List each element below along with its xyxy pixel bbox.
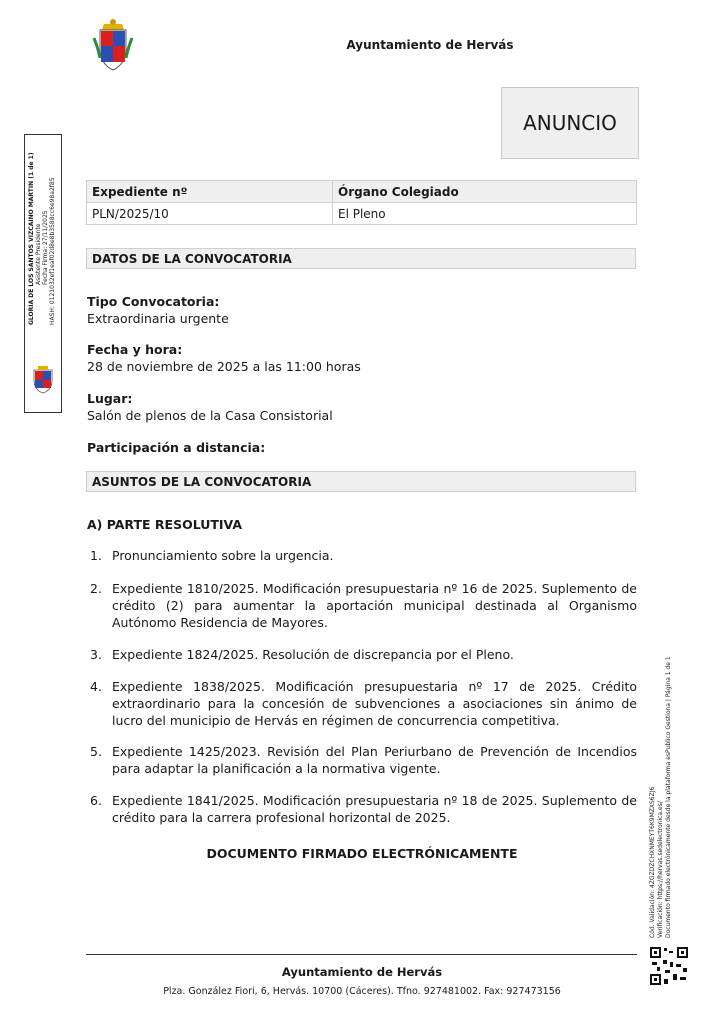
small-seal-icon bbox=[30, 364, 56, 394]
item-number: 3. bbox=[90, 647, 102, 662]
field-value: 28 de noviembre de 2025 a las 11:00 horas bbox=[87, 359, 361, 374]
signer-name: GLORIA DE LOS SANTOS VIZCAINO MARTIN (1 de 1) bbox=[28, 152, 35, 325]
item-number: 1. bbox=[90, 548, 102, 563]
part-title: A) PARTE RESOLUTIVA bbox=[87, 517, 243, 532]
list-item bbox=[90, 580, 637, 631]
list-item bbox=[90, 547, 637, 564]
validation-code: Cód. Validación: 4ZGZDZCHXNMEYT6K9MZXS6ZJ6 bbox=[649, 786, 656, 938]
document-type-box bbox=[501, 87, 639, 159]
footer-organization: Ayuntamiento de Hervás bbox=[281, 965, 443, 979]
document-type: ANUNCIO bbox=[523, 111, 617, 135]
item-text: Expediente 1824/2025. Resolución de discrepancia por el Pleno. bbox=[112, 647, 514, 662]
platform-note: Documento firmado electrónicamente desde la plataforma esPublico Gestiona | Página 1 de 1 bbox=[665, 656, 672, 938]
item-number: 6. bbox=[90, 793, 102, 808]
section-header-topics: ASUNTOS DE LA CONVOCATORIA bbox=[86, 471, 636, 492]
field-label: Lugar: bbox=[87, 391, 133, 406]
item-text: Expediente 1838/2025. Modificación presupuestaria nº 17 de 2025. Crédito extraordinario para la concesión de subvenciones a asociaciones sin ánimo de lucro del municipio de Hervás en régimen de concurrencia competitiva. bbox=[112, 679, 637, 728]
item-text: Expediente 1425/2023. Revisión del Plan Periurbano de Prevención de Incendios para adaptar la planificación a la normativa vigente. bbox=[112, 744, 637, 776]
table-cell: PLN/2025/10 bbox=[87, 203, 333, 225]
list-item bbox=[90, 743, 637, 777]
record-table bbox=[86, 180, 637, 225]
coat-of-arms-logo bbox=[92, 18, 134, 72]
list-item bbox=[90, 792, 637, 826]
item-text: Expediente 1810/2025. Modificación presupuestaria nº 16 de 2025. Suplemento de crédito (2) para aumentar la aportación municipal destinada al Organismo Autónomo Residencia de Mayores. bbox=[112, 581, 637, 630]
item-number: 2. bbox=[90, 581, 102, 596]
list-item bbox=[90, 678, 637, 729]
verification-block bbox=[649, 640, 699, 940]
table-cell: El Pleno bbox=[333, 203, 637, 225]
footer-divider bbox=[86, 954, 637, 955]
item-number: 4. bbox=[90, 679, 102, 694]
table-header: Órgano Colegiado bbox=[333, 181, 637, 203]
field-label: Fecha y hora: bbox=[87, 342, 183, 357]
signed-notice: DOCUMENTO FIRMADO ELECTRÓNICAMENTE bbox=[206, 846, 518, 861]
organization-name: Ayuntamiento de Hervás bbox=[346, 38, 514, 52]
section-header-data: DATOS DE LA CONVOCATORIA bbox=[86, 248, 636, 269]
field-label: Tipo Convocatoria: bbox=[87, 294, 220, 309]
signature-hash: HASH: 0121032ef1eaf02d8e8b3588cc6e98a2f85 bbox=[49, 177, 56, 325]
signer-role: Asistente Presidente bbox=[35, 223, 42, 285]
table-header: Expediente nº bbox=[87, 181, 333, 203]
qr-code-icon bbox=[649, 946, 689, 986]
item-number: 5. bbox=[90, 744, 102, 759]
field-value: Salón de plenos de la Casa Consistorial bbox=[87, 408, 333, 423]
field-value: Extraordinaria urgente bbox=[87, 311, 229, 326]
field-label: Participación a distancia: bbox=[87, 440, 266, 455]
verification-url: Verificación: https://hervas.sedelectronica.es/ bbox=[657, 801, 664, 938]
footer-address: Plza. González Fiori, 6, Hervás. 10700 (Cáceres). Tfno. 927481002. Fax: 927473156 bbox=[163, 986, 561, 997]
list-item bbox=[90, 646, 637, 663]
item-text: Expediente 1841/2025. Modificación presupuestaria nº 18 de 2025. Suplemento de crédito para la carrera profesional horizontal de 2025. bbox=[112, 793, 637, 825]
signature-date: Fecha Firma: 27/11/2025 bbox=[42, 210, 49, 285]
item-text: Pronunciamiento sobre la urgencia. bbox=[112, 548, 334, 563]
